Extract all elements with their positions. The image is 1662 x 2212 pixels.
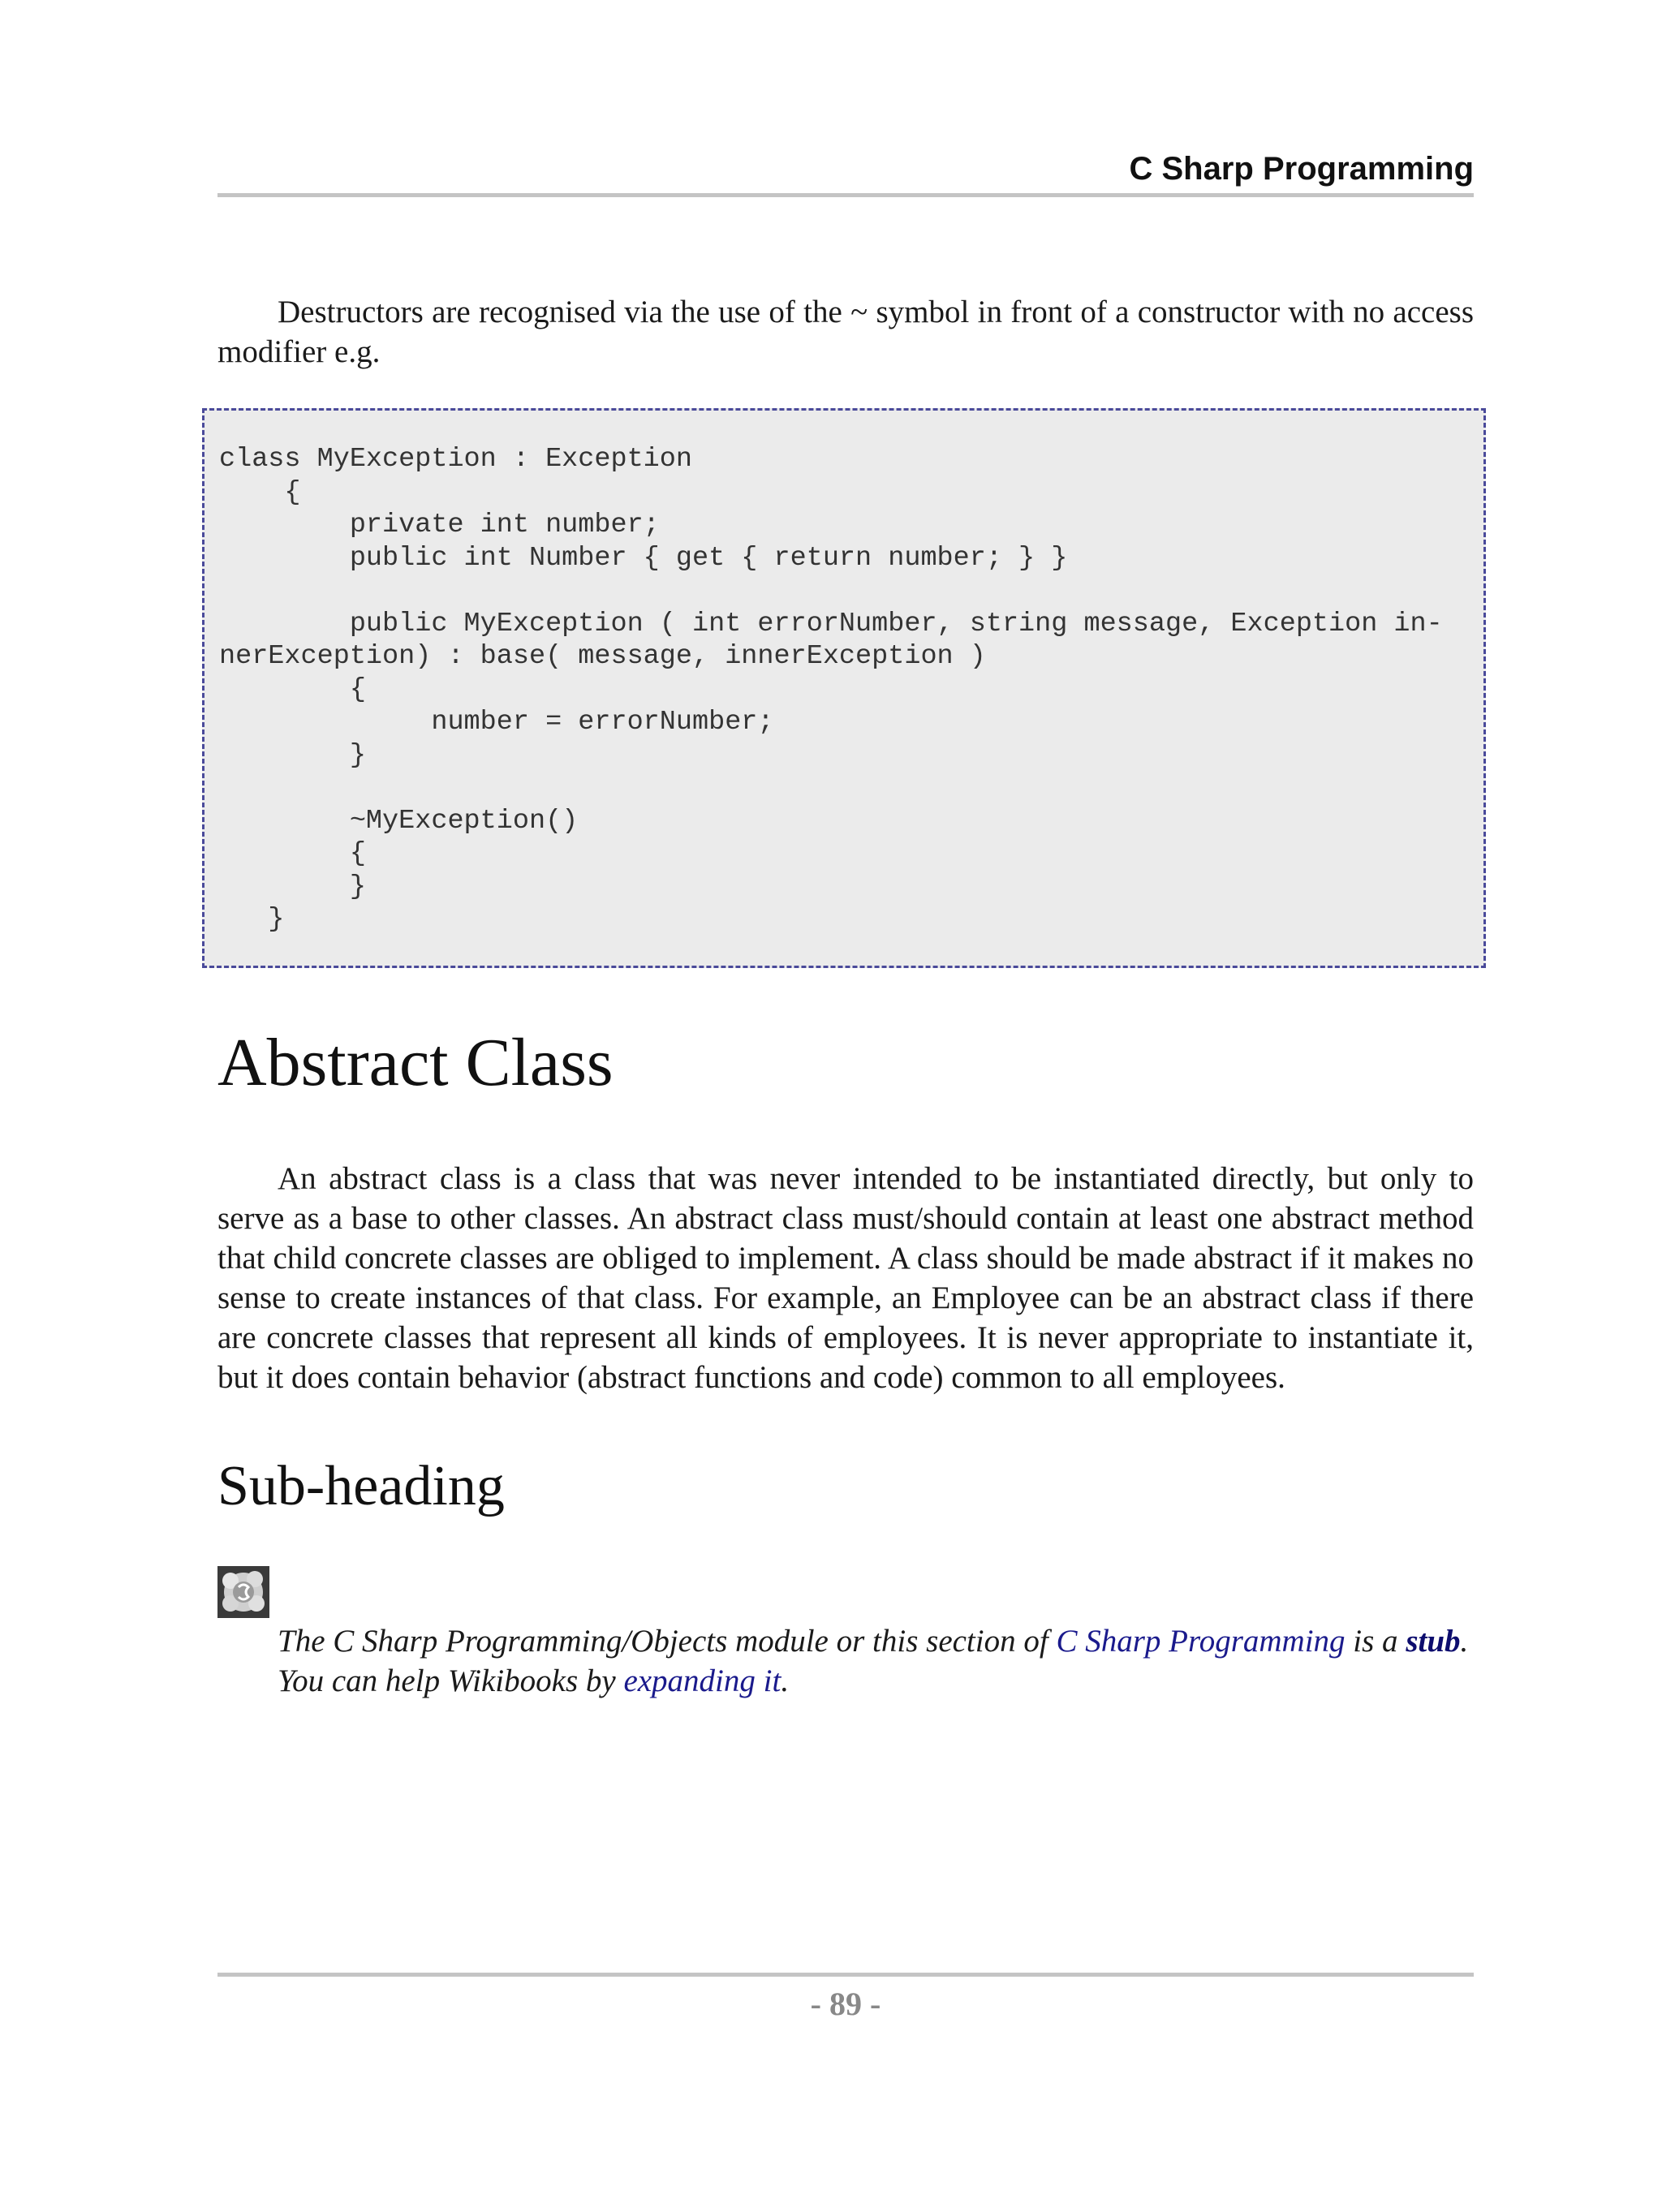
code-listing: class MyException : Exception { private int number; public int Number { get { return number; } } public MyException ( int errorNumber, string message, Exception in- nerException) : base( message, innerException ) { number = errorNumber; } ~MyException() { } } — [219, 444, 1443, 935]
destructor-intro-text: Destructors are recognised via the use of the ~ symbol in front of a constructor with no access modifier e.g. — [217, 295, 1474, 369]
abstract-class-paragraph — [217, 1159, 1474, 1397]
help-text: You can help Wikibooks by — [278, 1663, 624, 1698]
page-number: - 89 - — [810, 1986, 881, 2022]
section-heading-abstract-class: Abstract Class — [217, 1025, 614, 1100]
stub-notice — [217, 1621, 1474, 1701]
stub-link[interactable]: stub — [1406, 1624, 1461, 1659]
stub-text-is-a: is a — [1345, 1624, 1406, 1659]
sub-heading: Sub-heading — [217, 1455, 505, 1517]
expand-link[interactable]: expanding it — [623, 1663, 781, 1698]
running-header: C Sharp Programming — [1129, 151, 1474, 187]
stub-notice-line-2 — [217, 1661, 1474, 1701]
stub-puzzle-icon — [217, 1566, 269, 1618]
destructor-intro — [217, 292, 1474, 372]
stub-period: . — [1460, 1624, 1469, 1659]
abstract-class-text: An abstract class is a class that was never intended to be instantiated directly, but only to serve as a base to other classes. An abstract class must/should contain at least one abstract method that child concrete classes are obliged to implement. A class should be made abstract if it makes no sense to create instances of that class. For example, an Employee can be an abstract class if there are concrete classes that represent all kinds of employees. It is never appropriate to instantiate it, but it does contain behavior (abstract functions and code) common to all employees. — [217, 1161, 1474, 1395]
footer-rule — [217, 1973, 1474, 1977]
stub-notice-line-1 — [217, 1621, 1474, 1661]
book-link[interactable]: C Sharp Programming — [1056, 1624, 1346, 1659]
header-rule — [217, 193, 1474, 197]
code-block — [202, 408, 1486, 968]
help-period: . — [781, 1663, 790, 1698]
stub-text-before: The C Sharp Programming/Objects module or this section of — [278, 1624, 1057, 1659]
